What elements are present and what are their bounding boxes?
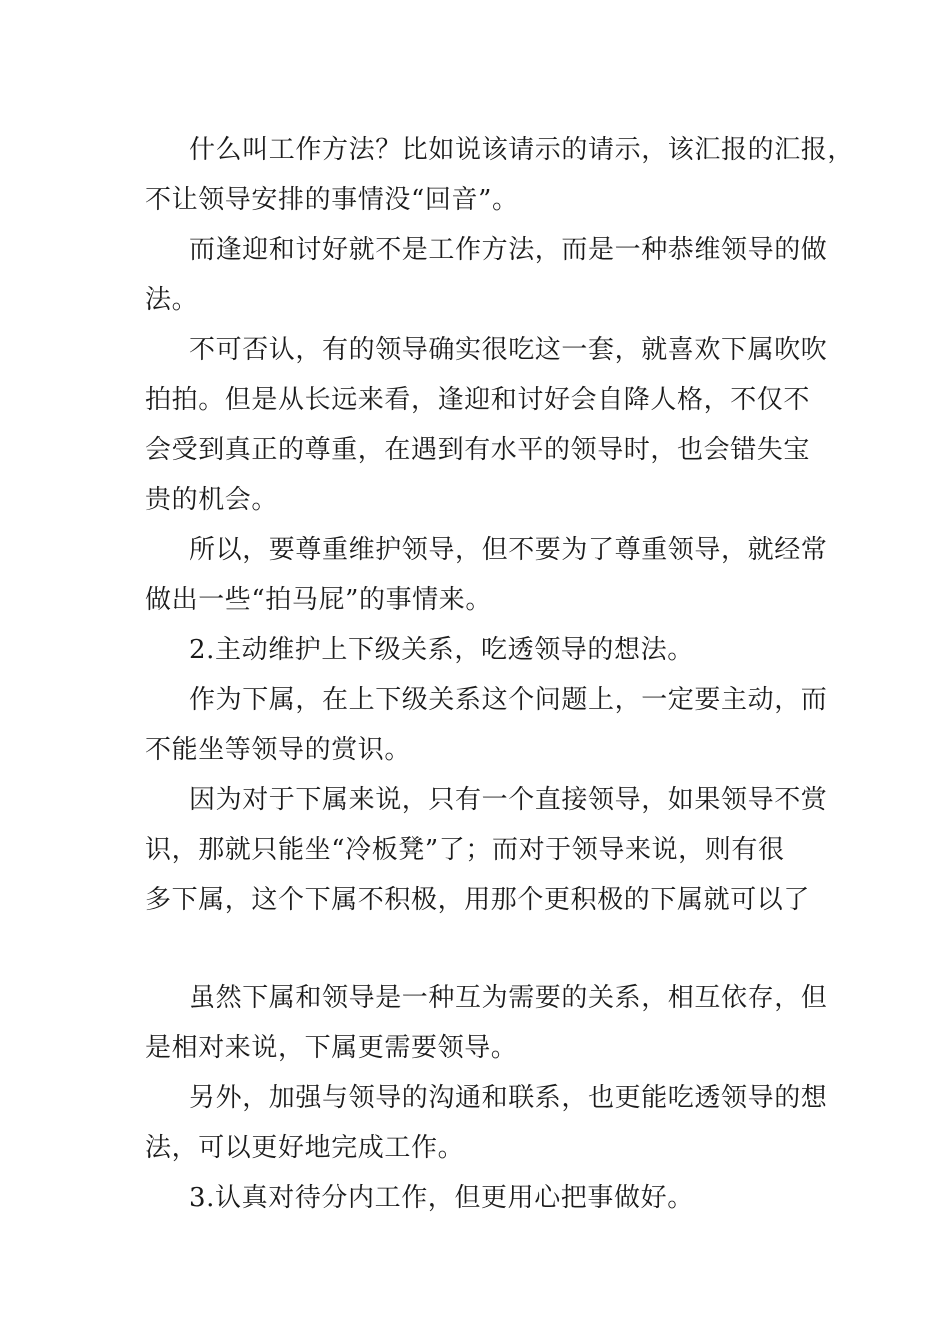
- text-line-21: 3.认真对待分内工作，但更用心把事做好。: [189, 1183, 694, 1213]
- text-line-4: 法。: [145, 285, 199, 315]
- text-line-5: 不可否认，有的领导确实很吃这一套，就喜欢下属吹吹: [189, 335, 828, 365]
- text-line-14: 因为对于下属来说，只有一个直接领导，如果领导不赏: [189, 785, 828, 815]
- text-line-9: 所以，要尊重维护领导，但不要为了尊重领导，就经常: [189, 535, 828, 565]
- text-line-13: 不能坐等领导的赏识。: [145, 735, 412, 765]
- text-line-15: 识，那就只能坐“冷板凳”了；而对于领导来说，则有很: [145, 835, 785, 865]
- text-line-18: 是相对来说，下属更需要领导。: [145, 1033, 518, 1063]
- text-line-7: 会受到真正的尊重，在遇到有水平的领导时，也会错失宝: [145, 435, 811, 465]
- text-line-11: 2.主动维护上下级关系，吃透领导的想法。: [189, 635, 694, 665]
- text-line-3: 而逢迎和讨好就不是工作方法，而是一种恭维领导的做: [189, 235, 828, 265]
- text-line-6: 拍拍。但是从长远来看，逢迎和讨好会自降人格，不仅不: [145, 385, 811, 415]
- text-line-8: 贵的机会。: [145, 485, 279, 515]
- text-line-12: 作为下属，在上下级关系这个问题上，一定要主动，而: [189, 685, 828, 715]
- text-line-1: 什么叫工作方法？比如说该请示的请示，该汇报的汇报，: [189, 135, 855, 165]
- text-line-19: 另外，加强与领导的沟通和联系，也更能吃透领导的想: [189, 1083, 828, 1113]
- text-line-17: 虽然下属和领导是一种互为需要的关系，相互依存，但: [189, 983, 828, 1013]
- text-line-16: 多下属，这个下属不积极，用那个更积极的下属就可以了: [145, 885, 811, 915]
- text-line-10: 做出一些“拍马屁”的事情来。: [145, 585, 492, 615]
- text-line-2: 不让领导安排的事情没“回音”。: [145, 185, 519, 215]
- text-line-20: 法，可以更好地完成工作。: [145, 1133, 465, 1163]
